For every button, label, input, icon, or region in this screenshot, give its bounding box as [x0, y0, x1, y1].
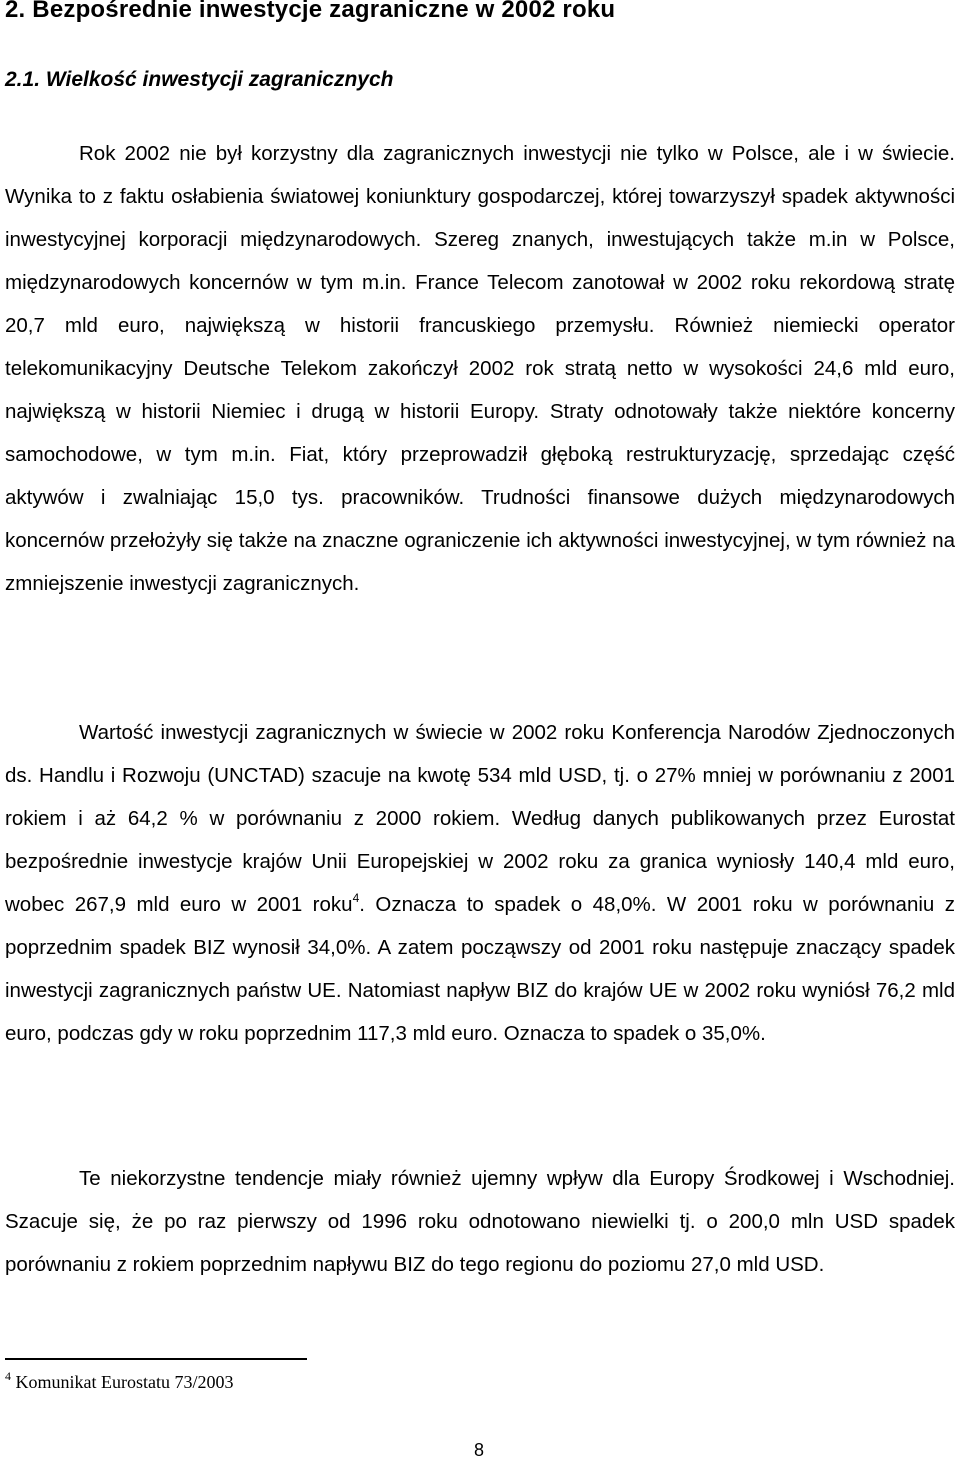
paragraph-2: [5, 711, 955, 1055]
section-heading: 2. Bezpośrednie inwestycje zagraniczne w 2002 roku: [5, 0, 616, 23]
footnote: [5, 1369, 234, 1393]
footnote-reference[interactable]: 4: [352, 891, 360, 905]
paragraph-3: Te niekorzystne tendencje miały również ujemny wpływ dla Europy Środkowej i Wschodniej. Szacuje się, że po raz pierwszy od 1996 roku odnotowano niewielki tj. o 200,0 mln USD spadek porównaniu z rokiem poprzednim napływu BIZ do tego regionu do poziomu 27,0 mld USD.: [5, 1167, 955, 1276]
paragraph-1: Rok 2002 nie był korzystny dla zagranicznych inwestycji nie tylko w Polsce, ale i w świecie. Wynika to z faktu osłabienia światowej koniunktury gospodarczej, której towarzyszył spadek aktywności inwestycyjnej korporacji międzynarodowych. Szereg znanych, inwestujących także m.in w Polsce, międzynarodowych koncernów w tym m.in. France Telecom zanotował w 2002 roku rekordową stratę 20,7 mld euro, największą w historii francuskiego przemysłu. Również niemiecki operator telekomunikacyjny Deutsche Telekom zakończył 2002 rok stratą netto w wysokości 24,6 mld euro, największą w historii Niemiec i drugą w historii Europy. Straty odnotowały także niektóre koncerny samochodowe, w tym m.in. Fiat, który przeprowadził głęboką restrukturyzację, sprzedając część aktywów i zwalniając 15,0 tys. pracowników. Trudności finansowe dużych międzynarodowych koncernów przełożyły się także na znaczne ograniczenie ich aktywności inwestycyjnej, w tym również na zmniejszenie inwestycji zagranicznych.: [5, 142, 955, 595]
paragraph-2-text-end: . Oznacza to spadek o 48,0%. W 2001 roku w porównaniu z poprzednim spadek BIZ wynosił 34,0%. A zatem począwszy od 2001 roku następuje znaczący spadek inwestycji zagranicznych państw UE. Natomiast napływ BIZ do krajów UE w 2002 roku wyniósł 76,2 mld euro, podczas gdy w roku poprzednim 117,3 mld euro. Oznacza to spadek o 35,0%.: [5, 893, 955, 1045]
footnote-number: 4: [5, 1369, 11, 1383]
footnote-divider: [5, 1358, 307, 1360]
paragraph-2-text-start: Wartość inwestycji zagranicznych w świecie w 2002 roku Konferencja Narodów Zjednoczonych ds. Handlu i Rozwoju (UNCTAD) szacuje na kwotę 534 mld USD, tj. o 27% mniej w porównaniu z 2001 rokiem i aż 64,2 % w porównaniu z 2000 rokiem. Według danych publikowanych przez Eurostat bezpośrednie inwestycje krajów Unii Europejskiej w 2002 roku za granica wyniosły 140,4 mld euro, wobec 267,9 mld euro w 2001 roku: [5, 721, 955, 916]
subsection-heading: 2.1. Wielkość inwestycji zagranicznych: [5, 68, 394, 91]
footnote-text: Komunikat Eurostatu 73/2003: [15, 1372, 234, 1392]
page-number: 8: [474, 1440, 485, 1460]
